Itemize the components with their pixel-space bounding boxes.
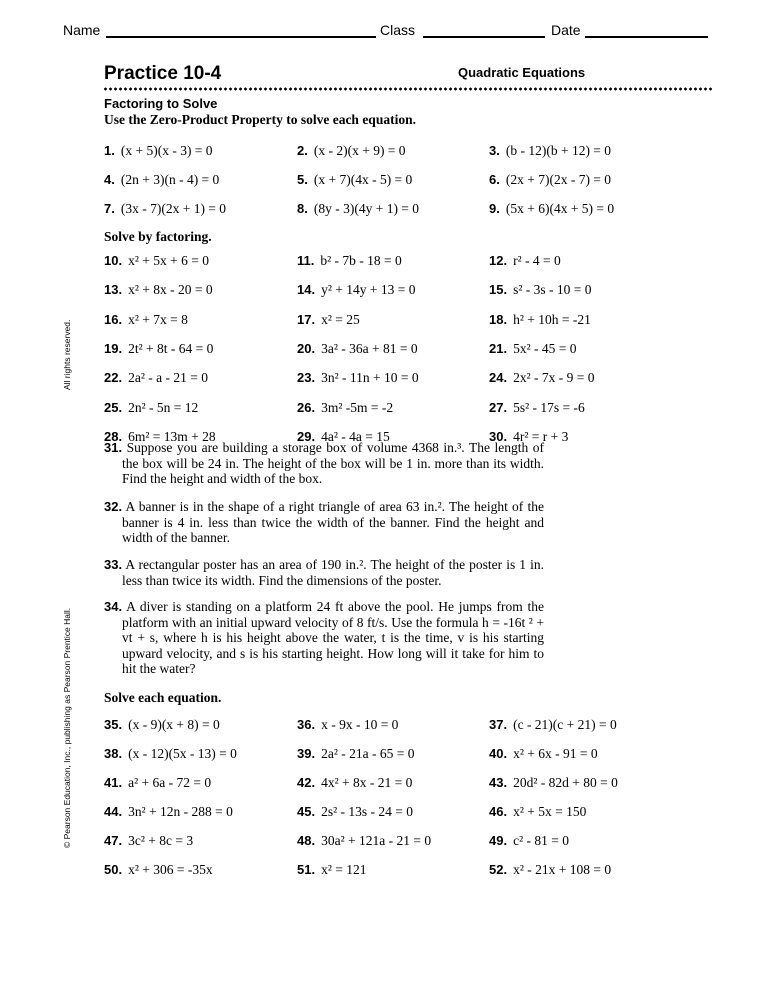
problem-number: 47. (104, 833, 123, 848)
problem-equation: (c - 21)(c + 21) = 0 (513, 717, 617, 732)
problem-equation: (5x + 6)(4x + 5) = 0 (505, 201, 615, 216)
problem-number: 8. (297, 201, 308, 216)
copyright-text: © Pearson Education, Inc., publishing as Pearson Prentice Hall. (62, 607, 72, 848)
problem-number: 10. (104, 253, 123, 268)
problem-number: 16. (104, 311, 123, 327)
class-label: Class (380, 22, 416, 38)
problem-number: 50. (104, 862, 123, 877)
problem-number: 28. (104, 428, 123, 444)
problem-equation: 3a² - 36a + 81 = 0 (321, 340, 418, 356)
problem-equation: (x - 12)(5x - 13) = 0 (128, 746, 237, 761)
problem-equation: a² + 6a - 72 = 0 (128, 775, 212, 790)
problem-equation: (x + 5)(x - 3) = 0 (120, 143, 213, 158)
subject-label: Quadratic Equations (458, 65, 586, 80)
problem-number: 11. (297, 253, 315, 268)
problem-equation: h² + 10h = -21 (513, 311, 591, 327)
problem-item (297, 862, 367, 878)
problem-item (489, 804, 586, 820)
problem-number: 14. (297, 282, 316, 298)
date-label: Date (551, 22, 581, 38)
problem-number: 5. (297, 172, 308, 187)
problem-item (489, 312, 591, 328)
problem-equation: 3n² + 12n - 288 = 0 (128, 804, 233, 819)
problem-item (104, 746, 237, 762)
problem-item (489, 400, 585, 416)
rights-text: All rights reserved. (62, 319, 72, 390)
problem-equation: 3c² + 8c = 3 (128, 833, 194, 848)
problem-number: 24. (489, 370, 508, 386)
problem-number: 43. (489, 775, 508, 790)
dotted-divider (103, 87, 713, 91)
problem-item (489, 282, 592, 298)
problem-item (104, 717, 220, 733)
problem-item (297, 282, 415, 298)
problem-number: 46. (489, 804, 508, 819)
problem-number: 26. (297, 399, 316, 415)
problem-equation: (8y - 3)(4y + 1) = 0 (313, 201, 420, 216)
problem-item (104, 143, 213, 159)
problem-number: 52. (489, 862, 508, 877)
problem-number: 1. (104, 143, 115, 158)
problem-item (297, 833, 431, 849)
problem-equation: x² + 7x = 8 (128, 311, 188, 327)
problem-number: 44. (104, 804, 123, 819)
problem-equation: 3m² -5m = -2 (321, 399, 394, 415)
problem-number: 12. (489, 253, 508, 268)
problem-equation: x² = 121 (321, 862, 367, 877)
problem-number: 2. (297, 143, 308, 158)
problem-number: 6. (489, 172, 500, 187)
problem-text: A rectangular poster has an area of 190 in.². The height of the poster is 1 in. less than twice its width. Find the dimensions of the poster. (122, 557, 544, 588)
problem-item (297, 312, 360, 328)
class-field[interactable] (423, 36, 545, 38)
problem-item (489, 833, 569, 849)
problem-equation: x² = 25 (321, 311, 360, 327)
problem-equation: 2a² - a - 21 = 0 (128, 370, 208, 386)
problem-equation: 2a² - 21a - 65 = 0 (321, 746, 415, 761)
problem-equation: (b - 12)(b + 12) = 0 (505, 143, 612, 158)
problem-equation: 4r² = r + 3 (513, 428, 569, 444)
problem-item (104, 862, 213, 878)
problem-item (104, 804, 233, 820)
problem-number: 36. (297, 717, 316, 732)
instruction-solve-each: Solve each equation. (104, 690, 222, 705)
problem-equation: x² + 6x - 91 = 0 (513, 746, 598, 761)
problem-equation: (3x - 7)(2x + 1) = 0 (120, 201, 227, 216)
problem-number: 34. (104, 599, 123, 614)
problem-item (489, 746, 598, 762)
problem-number: 31. (104, 440, 123, 455)
page-title: Practice 10-4 (104, 63, 222, 84)
problem-equation: (x - 2)(x + 9) = 0 (313, 143, 406, 158)
word-problem (104, 499, 544, 546)
problem-equation: 5s² - 17s = -6 (513, 399, 585, 415)
problem-equation: (2x + 7)(2x - 7) = 0 (505, 172, 612, 187)
problem-equation: 6m² = 13m + 28 (128, 428, 216, 444)
problem-equation: 2s² - 13s - 24 = 0 (321, 804, 413, 819)
problem-number: 29. (297, 428, 316, 444)
problem-equation: 30a² + 121a - 21 = 0 (321, 833, 432, 848)
problem-number: 27. (489, 399, 508, 415)
problem-text: A diver is standing on a platform 24 ft above the pool. He jumps from the platform with an initial upward velocity of 8 ft/s. Use the formula h = -16t ² + vt + s, where h is his height above the water, t is the time, v is his starting upward velocity, and s is his starting height. How long will it take for him to hit the water? (122, 599, 544, 676)
problem-number: 23. (297, 370, 316, 386)
problem-number: 25. (104, 399, 123, 415)
problem-item (297, 143, 406, 159)
problem-item (489, 143, 611, 159)
problem-number: 33. (104, 557, 123, 572)
problem-item (104, 282, 213, 298)
problem-number: 4. (104, 172, 115, 187)
word-problem (104, 599, 544, 677)
problem-equation: 2x² - 7x - 9 = 0 (513, 370, 595, 386)
problem-number: 21. (489, 340, 508, 356)
problem-item (104, 341, 213, 357)
problem-number: 37. (489, 717, 508, 732)
problem-item (104, 172, 219, 188)
problem-item (297, 370, 419, 386)
problem-item (489, 341, 577, 357)
problem-item (489, 253, 561, 269)
problem-equation: x² + 5x + 6 = 0 (128, 253, 209, 268)
problem-equation: 3n² - 11n + 10 = 0 (321, 370, 419, 386)
problem-number: 17. (297, 311, 316, 327)
problem-number: 19. (104, 340, 123, 356)
problem-number: 13. (104, 282, 123, 298)
problem-item (104, 201, 226, 217)
problem-equation: (2n + 3)(n - 4) = 0 (120, 172, 220, 187)
problem-item (104, 833, 193, 849)
problem-number: 45. (297, 804, 316, 819)
word-problem (104, 557, 544, 588)
problem-number: 40. (489, 746, 508, 761)
problem-item (104, 370, 208, 386)
problem-number: 41. (104, 775, 123, 790)
date-field[interactable] (585, 36, 708, 38)
problem-item (104, 775, 211, 791)
problem-item (489, 201, 614, 217)
problem-equation: x² + 306 = -35x (128, 862, 213, 877)
problem-equation: x - 9x - 10 = 0 (321, 717, 399, 732)
problem-item (297, 746, 414, 762)
problem-item (104, 312, 188, 328)
problem-number: 35. (104, 717, 123, 732)
problem-item (489, 172, 611, 188)
problem-number: 9. (489, 201, 500, 216)
problem-item (489, 775, 618, 791)
instruction-zero-product: Use the Zero-Product Property to solve each equation. (104, 112, 416, 127)
problem-item (297, 341, 418, 357)
name-label: Name (63, 22, 101, 38)
problem-equation: 5x² - 45 = 0 (513, 340, 577, 356)
problem-number: 18. (489, 311, 508, 327)
problem-equation: 2n² - 5n = 12 (128, 399, 199, 415)
problem-item (297, 775, 412, 791)
problem-equation: 20d² - 82d + 80 = 0 (513, 775, 618, 790)
problem-number: 22. (104, 370, 123, 386)
problem-equation: 4a² - 4a = 15 (321, 428, 390, 444)
problem-number: 30. (489, 428, 508, 444)
problem-item (297, 400, 393, 416)
problem-text: Suppose you are building a storage box of volume 4368 in.³. The length of the box will be 24 in. The height of the box will be 1 in. more than its width. Find the height and width of the box. (122, 440, 544, 486)
problem-item (297, 172, 412, 188)
problem-item (297, 717, 398, 733)
problem-equation: s² - 3s - 10 = 0 (513, 282, 592, 298)
problem-item (489, 717, 617, 733)
problem-number: 20. (297, 340, 316, 356)
problem-item (104, 253, 209, 269)
problem-number: 38. (104, 746, 123, 761)
problem-item (104, 400, 198, 416)
problem-equation: x² + 8x - 20 = 0 (128, 282, 213, 298)
problem-item (297, 253, 402, 269)
problem-item (489, 370, 594, 386)
problem-equation: r² - 4 = 0 (513, 253, 561, 268)
problem-equation: 2t² + 8t - 64 = 0 (128, 340, 214, 356)
problem-number: 15. (489, 282, 508, 298)
problem-number: 3. (489, 143, 500, 158)
problem-item (489, 862, 611, 878)
problem-equation: (x - 9)(x + 8) = 0 (128, 717, 220, 732)
problem-item (297, 804, 413, 820)
problem-equation: 4x² + 8x - 21 = 0 (321, 775, 413, 790)
section-heading: Factoring to Solve (104, 96, 218, 111)
problem-number: 48. (297, 833, 316, 848)
name-field[interactable] (106, 36, 376, 38)
problem-number: 7. (104, 201, 115, 216)
problem-item (297, 201, 419, 217)
problem-equation: x² + 5x = 150 (513, 804, 587, 819)
problem-number: 51. (297, 862, 316, 877)
instruction-factoring: Solve by factoring. (104, 229, 212, 244)
problem-number: 49. (489, 833, 508, 848)
problem-equation: x² - 21x + 108 = 0 (513, 862, 612, 877)
problem-number: 39. (297, 746, 316, 761)
problem-equation: (x + 7)(4x - 5) = 0 (313, 172, 413, 187)
word-problem (104, 440, 544, 487)
problem-text: A banner is in the shape of a right triangle of area 63 in.². The height of the banner is 4 in. less than twice the width of the banner. Find the height and width of the banner. (122, 499, 544, 545)
problem-number: 32. (104, 499, 123, 514)
problem-equation: y² + 14y + 13 = 0 (321, 282, 416, 298)
problem-equation: c² - 81 = 0 (513, 833, 569, 848)
problem-number: 42. (297, 775, 316, 790)
problem-equation: b² - 7b - 18 = 0 (320, 253, 402, 268)
